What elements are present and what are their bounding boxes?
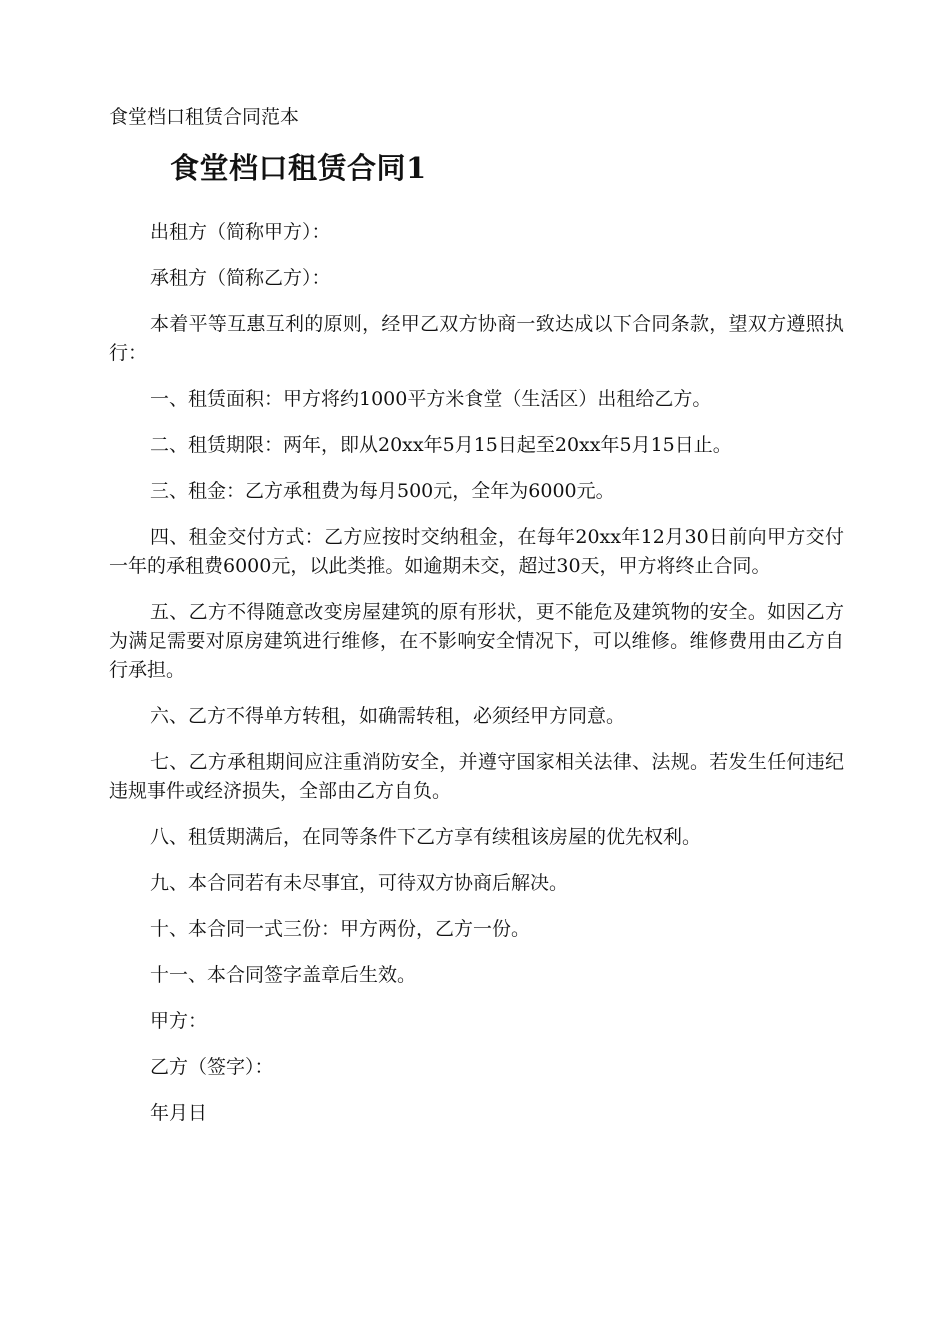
lessee-line: 承租方（简称乙方）： (150, 267, 331, 289)
clause-2-term: 二、租赁期限：两年，即从20xx年5月15日起至20xx年5月15日止。 (150, 434, 732, 456)
contract-body (109, 218, 844, 1145)
clause-6-sublease: 六、乙方不得单方转租，如确需转租，必须经甲方同意。 (150, 705, 626, 727)
clause-1-area: 一、租赁面积：甲方将约1000平方米食堂（生活区）出租给乙方。 (150, 388, 712, 410)
party-b-signature-line: 乙方（签字）： (150, 1056, 274, 1078)
clause-4-payment: 四、租金交付方式：乙方应按时交纳租金，在每年20xx年12月30日前向甲方交付一年的承租费6000元，以此类推。如逾期未交，超过30天，甲方将终止合同。 (109, 526, 844, 577)
clause-5-structure: 五、乙方不得随意改变房屋建筑的原有形状，更不能危及建筑物的安全。如因乙方为满足需要对原房建筑进行维修，在不影响安全情况下，可以维修。维修费用由乙方自行承担。 (109, 601, 844, 681)
date-line: 年月日 (150, 1102, 208, 1124)
clause-8-renewal: 八、租赁期满后，在同等条件下乙方享有续租该房屋的优先权利。 (150, 826, 702, 848)
document-header: 食堂档口租赁合同范本 (109, 106, 300, 128)
lessor-line: 出租方（简称甲方）： (150, 221, 331, 243)
party-a-signature-line: 甲方： (150, 1010, 208, 1032)
clause-7-safety: 七、乙方承租期间应注重消防安全，并遵守国家相关法律、法规。若发生任何违纪违规事件或经济损失，全部由乙方自负。 (109, 751, 844, 802)
preamble-paragraph: 本着平等互惠互利的原则，经甲乙双方协商一致达成以下合同条款，望双方遵照执行： (109, 313, 844, 364)
document-title: 食堂档口租赁合同1 (170, 151, 427, 185)
clause-11-effect: 十一、本合同签字盖章后生效。 (150, 964, 417, 986)
clause-9-unresolved: 九、本合同若有未尽事宜，可待双方协商后解决。 (150, 872, 569, 894)
clause-10-copies: 十、本合同一式三份：甲方两份，乙方一份。 (150, 918, 531, 940)
clause-3-rent: 三、租金：乙方承租费为每月500元，全年为6000元。 (150, 480, 615, 502)
